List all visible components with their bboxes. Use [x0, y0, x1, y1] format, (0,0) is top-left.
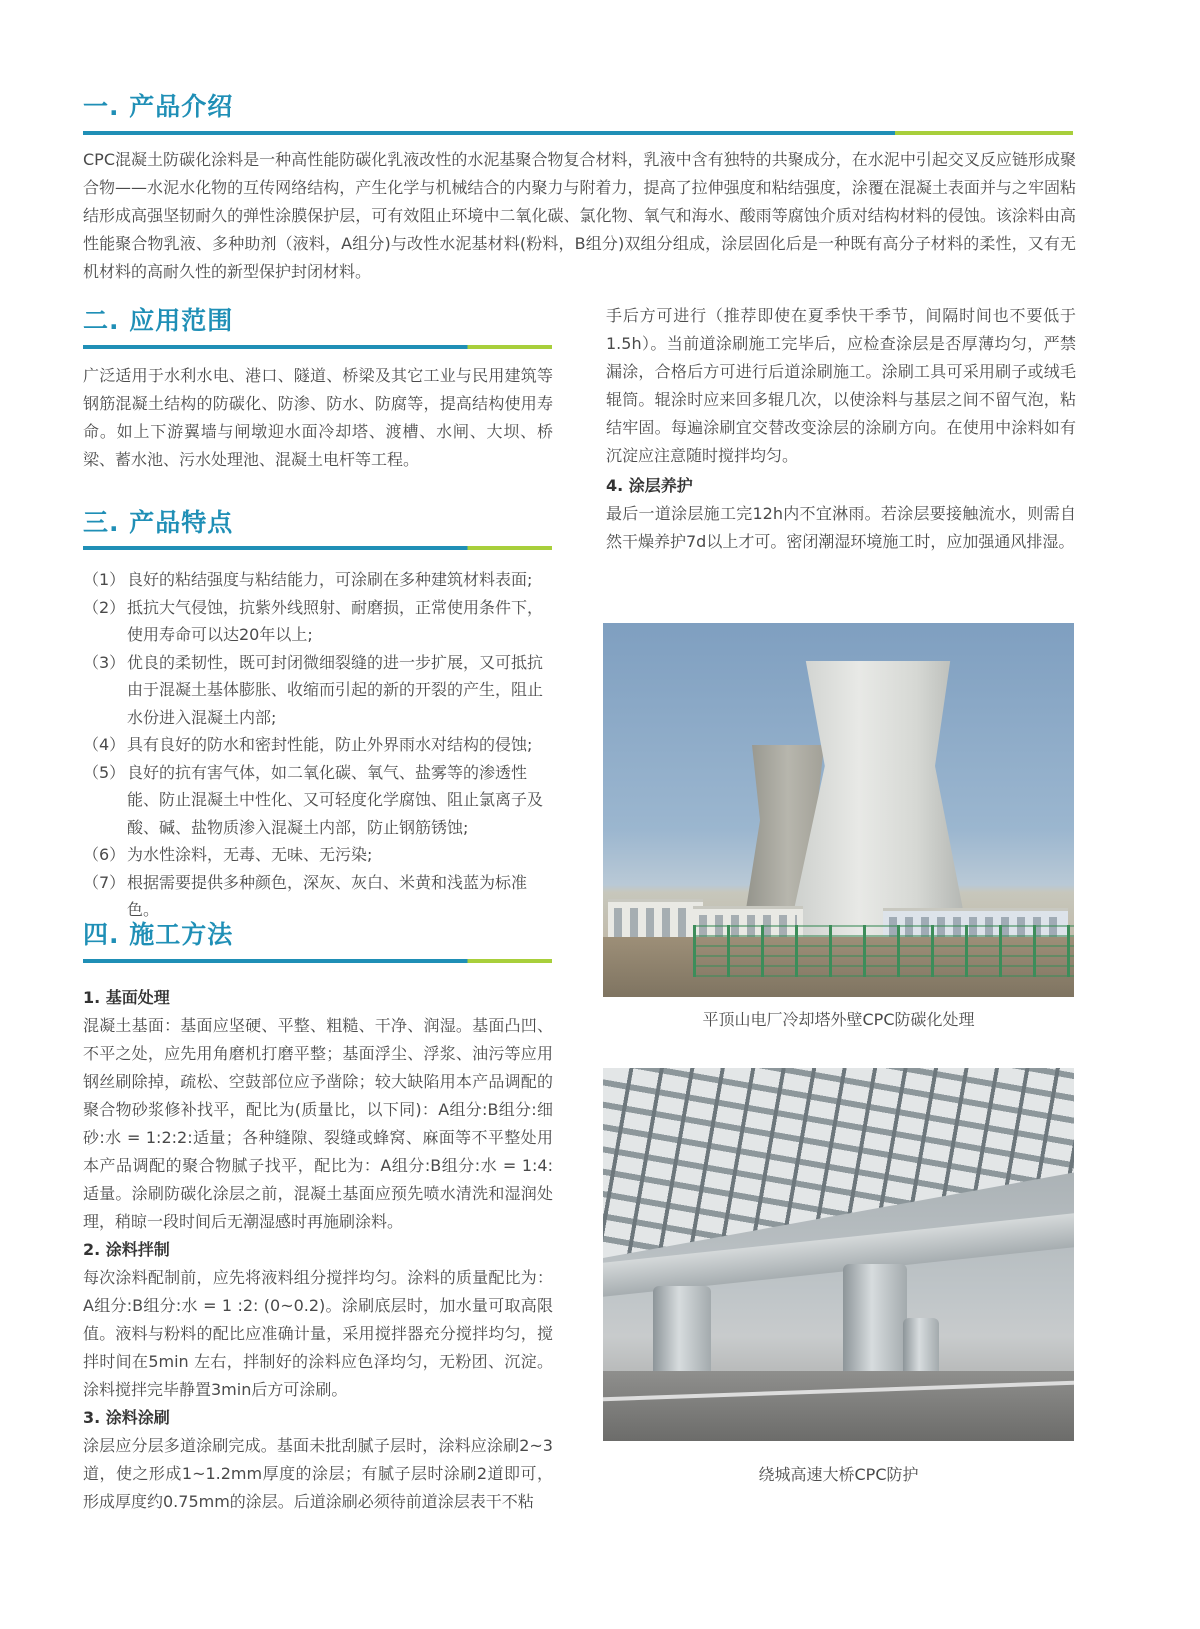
feature-item — [83, 869, 558, 924]
section4-title: 四. 施工方法 — [83, 920, 234, 949]
subsection-body: 最后一道涂层施工完12h内不宜淋雨。若涂层要接触流水，则需自然干燥养护7d以上才可。密闭潮湿环境施工时，应加强通风排湿。 — [606, 504, 1076, 551]
feature-item — [83, 594, 558, 649]
subsection-title: 4. 涂层养护 — [606, 476, 693, 495]
section1-body: CPC混凝土防碳化涂料是一种高性能防碳化乳液改性的水泥基聚合物复合材料，乳液中含有独特的共聚成分，在水泥中引起交叉反应链形成聚合物——水泥水化物的互传网络结构，产生化学与机械结合的内聚力与附着力，提高了拉伸强度和粘结强度，涂覆在混凝土表面并与之牢固粘结形成高强坚韧耐久的弹性涂膜保护层，可有效阻止环境中二氧化碳、氯化物、氧气和海水、酸雨等腐蚀介质对结构材料的侵蚀。该涂料由高性能聚合物乳液、多种助剂（液料，A组分)与改性水泥基材料(粉料，B组分)双组分组成，涂层固化后是一种既有高分子材料的柔性，又有无机材料的高耐久性的新型保护封闭材料。 — [83, 150, 1076, 281]
feature-item — [83, 731, 558, 759]
feature-number: （3） — [83, 652, 126, 672]
feature-number: （2） — [83, 597, 126, 617]
method-column-left — [83, 984, 553, 1516]
feature-text: 根据需要提供多种颜色，深灰、灰白、米黄和浅蓝为标准色。 — [127, 872, 528, 919]
section3-rule — [83, 546, 552, 550]
feature-number: （7） — [83, 872, 126, 892]
feature-text: 良好的粘结强度与粘结能力，可涂刷在多种建筑材料表面; — [127, 570, 533, 589]
subsection-title: 2. 涂料拌制 — [83, 1240, 170, 1259]
subsection-body: 混凝土基面：基面应坚硬、平整、粗糙、干净、润湿。基面凸凹、不平之处，应先用角磨机打磨平整；基面浮尘、浮浆、油污等应用钢丝刷除掉，疏松、空鼓部位应予凿除；较大缺陷用本产品调配的聚合物砂浆修补找平，配比为(质量比，以下同)：A组分:B组分:细砂:水 = 1:2:2:适量；各种缝隙、裂缝或蜂窝、麻面等不平整处用本产品调配的聚合物腻子找平，配比为：A组分:B组分:水 = 1:4:适量。涂刷防碳化涂层之前，混凝土基面应预先喷水清洗和湿润处理，稍晾一段时间后无潮湿感时再施刷涂料。 — [83, 1016, 553, 1231]
photo-caption-1: 平顶山电厂冷却塔外壁CPC防碳化处理 — [702, 1010, 975, 1029]
feature-item — [83, 759, 558, 842]
road — [603, 1371, 1074, 1441]
feature-item — [83, 841, 558, 869]
section4-rule — [83, 959, 552, 963]
feature-item — [83, 566, 558, 594]
feature-list — [83, 566, 558, 924]
method-column-right — [606, 302, 1076, 556]
subsection-body: 涂层应分层多道涂刷完成。基面未批刮腻子层时，涂料应涂刷2~3道，使之形成1~1.2mm厚度的涂层；有腻子层时涂刷2道即可，形成厚度约0.75mm的涂层。后道涂刷必须待前道涂层表干不粘 — [83, 1436, 553, 1511]
feature-text: 为水性涂料，无毒、无味、无污染; — [127, 845, 373, 864]
photo-caption-2: 绕城高速大桥CPC防护 — [758, 1465, 919, 1484]
section3-title: 三. 产品特点 — [83, 508, 234, 537]
subsection-body-continued: 手后方可进行（推荐即使在夏季快干季节，间隔时间也不要低于1.5h）。当前道涂刷施工完毕后，应检查涂层是否厚薄均匀，严禁漏涂，合格后方可进行后道涂刷施工。涂刷工具可采用刷子或绒毛辊筒。辊涂时应来回多辊几次，以使涂料与基层之间不留气泡，粘结牢固。每遍涂刷宜交替改变涂层的涂刷方向。在使用中涂料如有沉淀应注意随时搅拌均匀。 — [606, 306, 1076, 465]
section1-title: 一. 产品介绍 — [83, 92, 234, 121]
feature-text: 优良的柔韧性，既可封闭微细裂缝的进一步扩展，又可抵抗由于混凝土基体膨胀、收缩而引起的新的开裂的产生，阻止水份进入混凝土内部; — [127, 652, 544, 727]
feature-number: （5） — [83, 762, 126, 782]
subsection-body: 每次涂料配制前，应先将液料组分搅拌均匀。涂料的质量配比为：A组分:B组分:水 = 1 :2: (0~0.2)。涂刷底层时，加水量可取高限值。液料与粉料的配比应准确计量，采用搅拌器充分搅拌均匀，搅拌时间在5min 左右，拌制好的涂料应色泽均匀，无粉团、沉淀。涂料搅拌完毕静置3min后方可涂刷。 — [83, 1268, 553, 1399]
feature-text: 具有良好的防水和密封性能，防止外界雨水对结构的侵蚀; — [127, 735, 533, 754]
section2-body: 广泛适用于水利水电、港口、隧道、桥梁及其它工业与民用建筑等钢筋混凝土结构的防碳化、防渗、防水、防腐等，提高结构使用寿命。如上下游翼墙与闸墩迎水面冷却塔、渡槽、水闸、大坝、桥梁、蓄水池、污水处理池、混凝土电杆等工程。 — [83, 366, 553, 469]
feature-item — [83, 649, 558, 732]
fence — [693, 925, 1074, 977]
feature-text: 抵抗大气侵蚀，抗紫外线照射、耐磨损，正常使用条件下，使用寿命可以达20年以上; — [127, 597, 544, 644]
bridge-photo — [603, 1068, 1074, 1441]
feature-number: （1） — [83, 570, 126, 589]
subsection-title: 1. 基面处理 — [83, 988, 170, 1007]
feature-text: 良好的抗有害气体，如二氧化碳、氧气、盐雾等的渗透性能、防止混凝土中性化、又可轻度化学腐蚀、阻止氯离子及酸、碱、盐物质渗入混凝土内部，防止钢筋锈蚀; — [127, 762, 544, 837]
feature-number: （6） — [83, 845, 126, 864]
cooling-tower-photo — [603, 623, 1074, 997]
section1-rule — [83, 131, 1073, 135]
subsection-title: 3. 涂料涂刷 — [83, 1408, 170, 1427]
feature-number: （4） — [83, 735, 126, 754]
section2-title: 二. 应用范围 — [83, 306, 234, 335]
section2-rule — [83, 345, 552, 349]
